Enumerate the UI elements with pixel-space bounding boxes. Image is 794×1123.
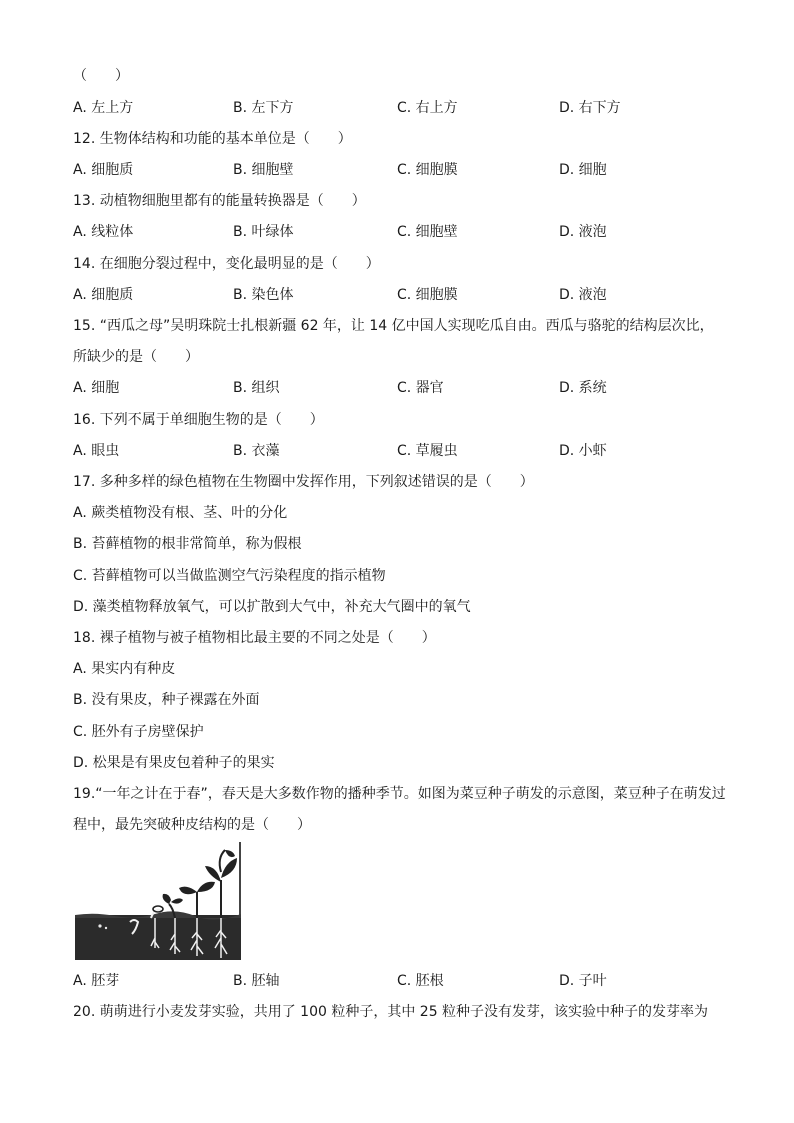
q13-stem: 13. 动植物细胞里都有的能量转换器是（ ） [73, 193, 366, 209]
q19-stem-line1: 19.“一年之计在于春”，春天是大多数作物的播种季节。如图为菜豆种子萌发的示意图，菜豆种子在萌发过 [73, 786, 726, 802]
q19-option-d: D. 子叶 [559, 973, 607, 989]
q12-option-b: B. 细胞壁 [233, 162, 294, 178]
q19-stem-line2: 程中，最先突破种皮结构的是（ ） [73, 817, 311, 833]
q14-option-b: B. 染色体 [233, 287, 294, 303]
q19-option-c: C. 胚根 [397, 973, 444, 989]
q18-option-a: A. 果实内有种皮 [73, 661, 176, 677]
q14-option-d: D. 液泡 [559, 287, 607, 303]
q12-option-a: A. 细胞质 [73, 162, 134, 178]
q17-option-d: D. 藻类植物释放氧气，可以扩散到大气中，补充大气圈中的氧气 [73, 599, 471, 615]
q13-option-b: B. 叶绿体 [233, 224, 294, 240]
q19-option-a: A. 胚芽 [73, 973, 120, 989]
q16-option-c: C. 草履虫 [397, 443, 458, 459]
q17-option-a: A. 蕨类植物没有根、茎、叶的分化 [73, 505, 288, 521]
q15-option-a: A. 细胞 [73, 380, 120, 396]
q18-stem: 18. 裸子植物与被子植物相比最主要的不同之处是（ ） [73, 630, 436, 646]
q13-option-a: A. 线粒体 [73, 224, 134, 240]
q17-stem: 17. 多种多样的绿色植物在生物圈中发挥作用，下列叙述错误的是（ ） [73, 474, 534, 490]
q12-stem: 12. 生物体结构和功能的基本单位是（ ） [73, 131, 352, 147]
q11-option-d: D. 右下方 [559, 100, 621, 116]
q14-option-a: A. 细胞质 [73, 287, 134, 303]
q11-option-b: B. 左下方 [233, 100, 294, 116]
q20-stem: 20. 萌萌进行小麦发芽实验，共用了 100 粒种子，其中 25 粒种子没有发芽，该实验中种子的发芽率为 [73, 1004, 709, 1020]
q17-option-c: C. 苔藓植物可以当做监测空气污染程度的指示植物 [73, 568, 386, 584]
q18-option-b: B. 没有果皮，种子裸露在外面 [73, 692, 260, 708]
q14-option-c: C. 细胞膜 [397, 287, 458, 303]
q15-option-b: B. 组织 [233, 380, 280, 396]
q11-option-c: C. 右上方 [397, 100, 458, 116]
q18-option-c: C. 胚外有子房壁保护 [73, 724, 204, 740]
seed-stage-1 [98, 924, 101, 927]
q17-option-b: B. 苔藓植物的根非常简单，称为假根 [73, 536, 302, 552]
q11-answer-blank: （ ） [73, 68, 129, 84]
q15-option-c: C. 器官 [397, 380, 444, 396]
q16-option-a: A. 眼虫 [73, 443, 120, 459]
q19-option-b: B. 胚轴 [233, 973, 280, 989]
q15-stem-line1: 15. “西瓜之母”吴明珠院士扎根新疆 62 年，让 14 亿中国人实现吃瓜自由。西瓜与骆驼的结构层次比， [73, 318, 714, 334]
q16-option-b: B. 衣藻 [233, 443, 280, 459]
soil-layer [75, 915, 241, 960]
q18-option-d: D. 松果是有果皮包着种子的果实 [73, 755, 275, 771]
q15-stem-line2: 所缺少的是（ ） [73, 349, 199, 365]
q15-option-d: D. 系统 [559, 380, 607, 396]
bean-germination-figure [75, 842, 241, 960]
q11-option-a: A. 左上方 [73, 100, 134, 116]
q13-option-d: D. 液泡 [559, 224, 607, 240]
q16-stem: 16. 下列不属于单细胞生物的是（ ） [73, 412, 324, 428]
q12-option-c: C. 细胞膜 [397, 162, 458, 178]
q14-stem: 14. 在细胞分裂过程中，变化最明显的是（ ） [73, 256, 380, 272]
q16-option-d: D. 小虾 [559, 443, 607, 459]
q13-option-c: C. 细胞壁 [397, 224, 458, 240]
q12-option-d: D. 细胞 [559, 162, 607, 178]
